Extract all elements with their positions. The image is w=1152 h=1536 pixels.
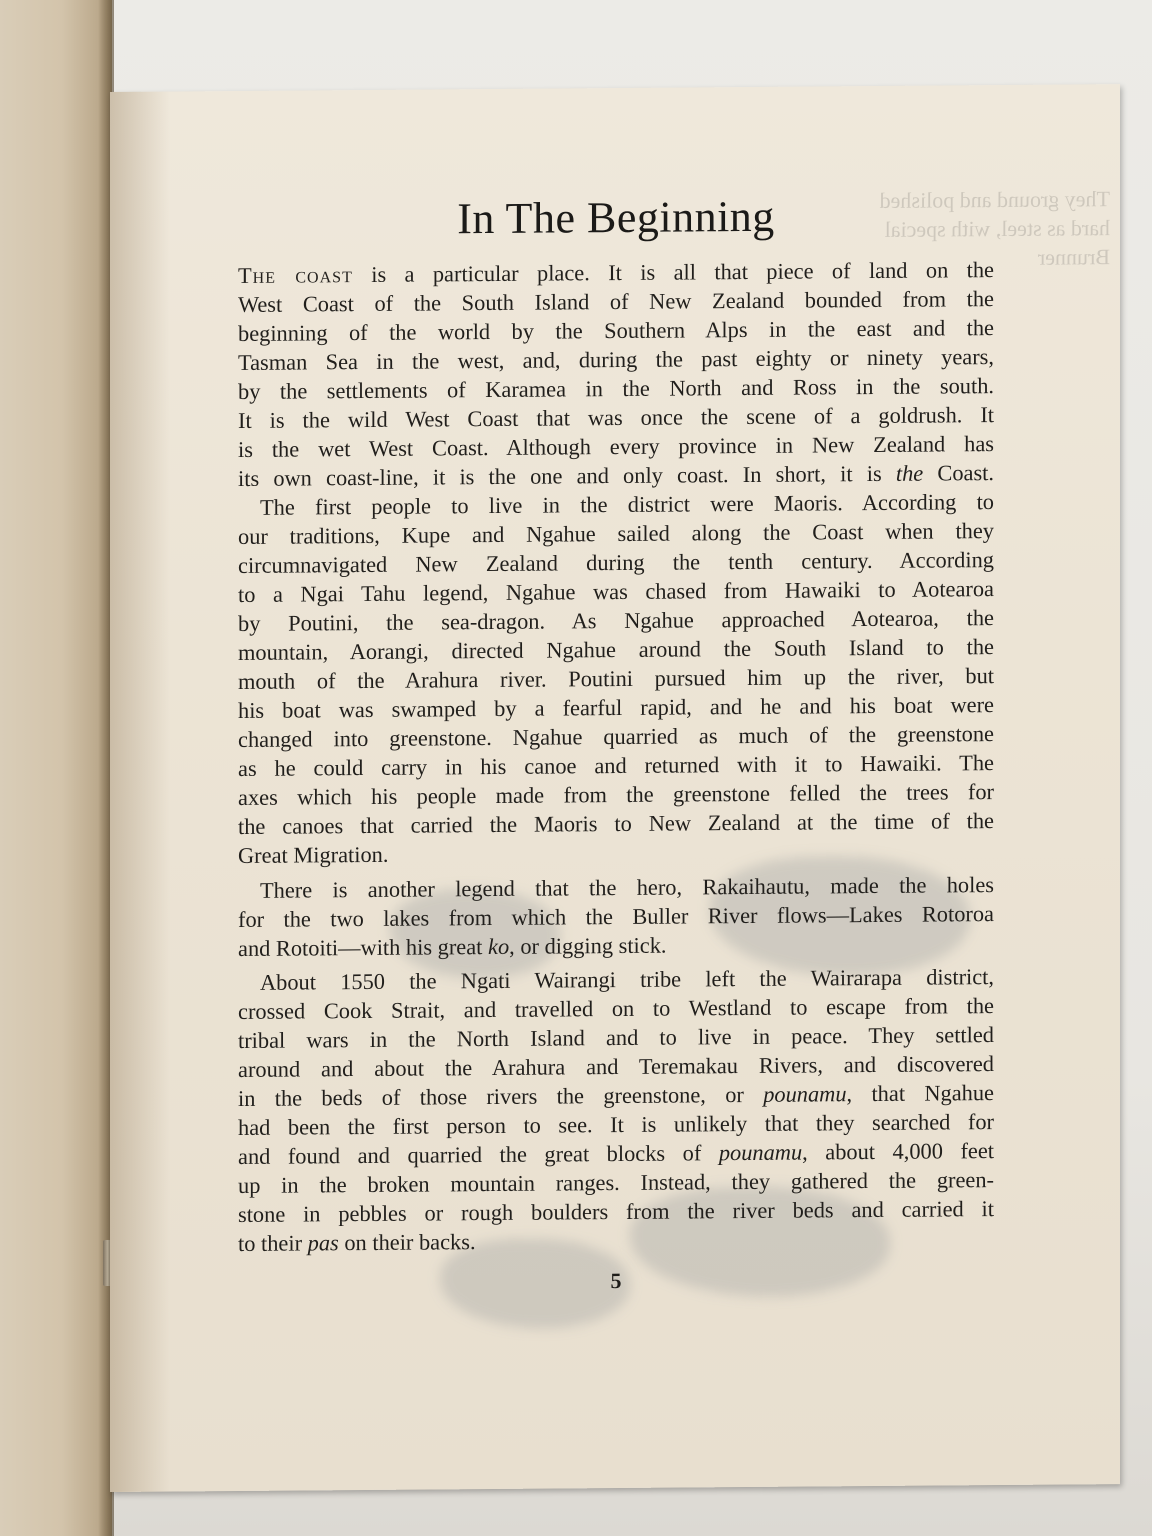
text-line: beginning of the world by the Southern Alps in the east and the xyxy=(238,315,994,346)
paragraph xyxy=(238,962,994,1258)
text-line: for the two lakes from which the Buller River flows—Lakes Rotoroa xyxy=(238,901,994,932)
text-line: mountain, Aorangi, directed Ngahue around the South Island to the xyxy=(238,634,994,665)
text-line xyxy=(238,1223,994,1258)
text-line: mouth of the Arahura river. Poutini pursued him up the river, but xyxy=(238,663,994,694)
text-line: by Poutini, the sea-dragon. As Ngahue approached Aotearoa, the xyxy=(238,605,994,636)
text-run: its own coast-line, it is the one and only coast. In short, it is xyxy=(238,460,896,491)
text-run: and Rotoiti—with his great xyxy=(238,934,489,961)
paragraph xyxy=(238,255,994,493)
text-line: his boat was swamped by a fearful rapid, and he and his boat were xyxy=(238,692,994,723)
text-line: had been the first person to see. It is unlikely that they searched for xyxy=(238,1109,994,1140)
lead-in: The coast xyxy=(238,262,353,288)
text-line: There is another legend that the hero, Rakaihautu, made the holes xyxy=(260,872,994,903)
text-line xyxy=(238,928,994,963)
book-page xyxy=(110,84,1120,1492)
text-run: to their xyxy=(238,1230,308,1256)
emphasis: ko xyxy=(488,933,510,960)
facing-page-edge xyxy=(0,0,112,1536)
emphasis: pounamu xyxy=(718,1139,803,1166)
text-line: our traditions, Kupe and Ngahue sailed along the Coast when they xyxy=(238,518,994,549)
emphasis: pas xyxy=(307,1230,339,1256)
text-line: Great Migration. xyxy=(238,841,389,868)
emphasis: the xyxy=(895,460,924,486)
text-run: in the beds of those rivers the greenstone, or xyxy=(238,1081,764,1111)
text-run: Coast. xyxy=(923,460,994,486)
text-line: About 1550 the Ngati Wairangi tribe left the Wairarapa district, xyxy=(260,964,994,995)
text-line: up in the broken mountain ranges. Instead, they gathered the green- xyxy=(238,1167,994,1198)
show-through-line: hard as steel, with special xyxy=(884,215,1110,242)
text-line: The first people to live in the district were Maoris. According to xyxy=(260,489,994,520)
text-run: , or digging stick. xyxy=(509,932,667,959)
show-through-line: They ground and polished xyxy=(879,186,1110,213)
text-line: the canoes that carried the Maoris to New Zealand at the time of the xyxy=(238,808,994,839)
text-run: on their backs. xyxy=(338,1229,476,1256)
text-line: around and about the Arahura and Teremakau Rivers, and discovered xyxy=(238,1051,994,1082)
text-line: to a Ngai Tahu legend, Ngahue was chased from Hawaiki to Aotearoa xyxy=(238,576,994,607)
text-line: by the settlements of Karamea in the North and Ross in the south. xyxy=(238,373,994,404)
text-line: is the wet West Coast. Although every province in New Zealand has xyxy=(238,431,994,462)
text-line: tribal wars in the North Island and to live in peace. They settled xyxy=(238,1022,994,1053)
page-number: 5 xyxy=(610,1267,622,1294)
text-line: West Coast of the South Island of New Zealand bounded from the xyxy=(238,286,994,317)
text-line: circumnavigated New Zealand during the tenth century. According xyxy=(238,547,994,578)
text-line: axes which his people made from the greenstone felled the trees for xyxy=(238,779,994,810)
text-line: changed into greenstone. Ngahue quarried as much of the greenstone xyxy=(238,721,994,752)
paragraph xyxy=(238,870,994,963)
text-line: crossed Cook Strait, and travelled on to Westland to escape from the xyxy=(238,993,994,1024)
page-title: In The Beginning xyxy=(457,191,775,244)
paragraph xyxy=(238,487,994,870)
text-line: as he could carry in his canoe and returned with it to Hawaiki. The xyxy=(238,750,994,781)
text-line: It is the wild West Coast that was once the scene of a goldrush. It xyxy=(238,402,994,433)
show-through-line: Brunner xyxy=(1037,244,1110,270)
text-line: stone in pebbles or rough boulders from the river beds and carried it xyxy=(238,1196,994,1227)
text-line: Tasman Sea in the west, and, during the past eighty or ninety years, xyxy=(238,344,994,375)
text-run: , about 4,000 feet xyxy=(802,1138,994,1165)
text-run: is a particular place. It is all that piece of land on the xyxy=(352,257,994,288)
text-run: , that Ngahue xyxy=(846,1080,994,1107)
emphasis: pounamu xyxy=(763,1081,847,1107)
text-run: and found and quarried the great blocks of xyxy=(238,1140,719,1169)
